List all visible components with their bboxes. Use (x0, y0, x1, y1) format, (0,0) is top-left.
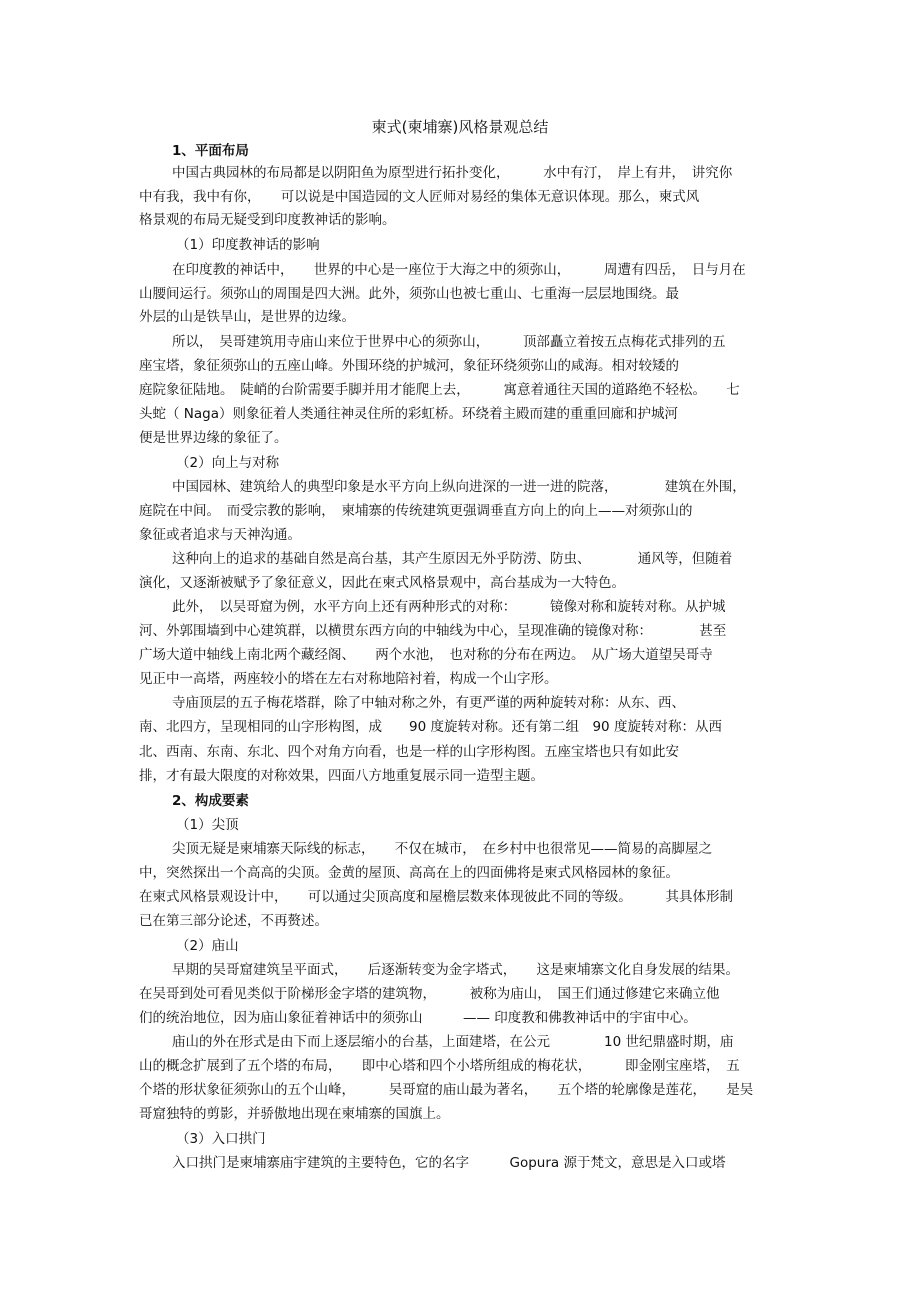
paragraph-line: 南、北四方，呈现相同的山字形构图，成 90 度旋转对称。还有第二组 90 度旋转对称：从西 (139, 719, 722, 735)
paragraph-line: 中有我，我中有你， 可以说是中国造园的文人匠师对易经的集体无意识体现。那么，柬式风 (139, 189, 700, 205)
paragraph-line: 哥窟独特的剪影，并骄傲地出现在柬埔寨的国旗上。 (139, 1106, 450, 1122)
paragraph-line: 已在第三部分论述，不再赘述。 (139, 913, 328, 929)
paragraph-line: 庭院在中间。 而受宗教的影响， 柬埔寨的传统建筑更强调垂直方向上的向上——对须弥山的 (139, 503, 693, 519)
paragraph-line: 山的概念扩展到了五个塔的布局， 即中心塔和四个小塔所组成的梅花状， 即金刚宝座塔， 五 (139, 1058, 740, 1074)
paragraph-line: 中，突然探出一个高高的尖顶。金黄的屋顶、高高在上的四面佛将是柬式风格园林的象征。 (139, 865, 679, 881)
paragraph-line: 庙山的外在形式是由下而上逐层缩小的台基，上面建塔，在公元 10 世纪鼎盛时期，庙 (172, 1034, 734, 1050)
subsection-heading: （2）向上与对称 (176, 455, 280, 471)
paragraph-line: 这种向上的追求的基础自然是高台基，其产生原因无外乎防涝、防虫、 通风等，但随着 (172, 551, 733, 567)
document-title: 柬式(柬埔寨)风格景观总结 (371, 118, 549, 136)
section-heading: 2、构成要素 (172, 793, 249, 809)
paragraph-line: 山腰间运行。须弥山的周围是四大洲。此外，须弥山也被七重山、七重海一层层地围绕。最 (139, 286, 679, 302)
section-heading: 1、平面布局 (172, 143, 249, 159)
paragraph-line: 尖顶无疑是柬埔寨天际线的标志， 不仅在城市， 在乡村中也很常见——简易的高脚屋之 (172, 841, 712, 857)
paragraph-line: 见正中一高塔，两座较小的塔在左右对称地陪衬着，构成一个山字形。 (139, 671, 558, 687)
paragraph-line: 广场大道中轴线上南北两个藏经阁、 两个水池， 也对称的分布在两边。 从广场大道望吴哥寺 (139, 647, 713, 663)
paragraph-line: 们的统治地位，因为庙山象征着神话中的须弥山 —— 印度教和佛教神话中的宇宙中心。 (139, 1010, 697, 1026)
paragraph-line: 北、西南、东南、东北、四个对角方向看，也是一样的山字形构图。五座宝塔也只有如此安 (139, 744, 679, 760)
paragraph-line: 早期的吴哥窟建筑呈平面式， 后逐渐转变为金字塔式， 这是柬埔寨文化自身发展的结果。 (172, 962, 739, 978)
paragraph-line: 中国古典园林的布局都是以阴阳鱼为原型进行拓扑变化， 水中有汀， 岸上有井， 讲究你 (172, 165, 733, 181)
paragraph-line: 河、外郭围墙到中心建筑群，以横贯东西方向的中轴线为中心，呈现准确的镜像对称： 甚至 (139, 623, 727, 639)
paragraph-line: 外层的山是铁旱山，是世界的边缘。 (139, 309, 355, 325)
paragraph-line: 在印度教的神话中， 世界的中心是一座位于大海之中的须弥山， 周遭有四岳， 日与月在 (172, 262, 746, 278)
paragraph-line: 在吴哥到处可看见类似于阶梯形金字塔的建筑物， 被称为庙山， 国王们通过修建它来确立他 (139, 986, 720, 1002)
subsection-heading: （1）印度教神话的影响 (176, 237, 320, 253)
paragraph-line: 头蛇（ Naga）则象征着人类通往神灵住所的彩虹桥。环绕着主殿而建的重重回廊和护城河 (139, 406, 679, 422)
paragraph-line: 中国园林、建筑给人的典型印象是水平方向上纵向进深的一进一进的院落， 建筑在外围， (172, 479, 746, 495)
subsection-heading: （2）庙山 (176, 938, 239, 954)
subsection-heading: （3）入口拱门 (176, 1131, 266, 1147)
paragraph-line: 座宝塔，象征须弥山的五座山峰。外围环绕的护城河，象征环绕须弥山的咸海。相对较矮的 (139, 358, 679, 374)
paragraph-line: 个塔的形状象征须弥山的五个山峰， 吴哥窟的庙山最为著名， 五个塔的轮廓像是莲花， 是吴 (139, 1082, 754, 1098)
paragraph-line: 所以， 吴哥建筑用寺庙山来位于世界中心的须弥山， 顶部矗立着按五点梅花式排列的五 (172, 334, 726, 350)
paragraph-line: 在柬式风格景观设计中， 可以通过尖顶高度和屋檐层数来体现彼此不同的等级。 其具体形制 (139, 889, 733, 905)
paragraph-line: 寺庙顶层的五子梅花塔群，除了中轴对称之外，有更严谨的两种旋转对称：从东、西、 (172, 695, 685, 711)
paragraph-line: 此外， 以吴哥窟为例，水平方向上还有两种形式的对称： 镜像对称和旋转对称。从护城 (172, 599, 726, 615)
paragraph-line: 象征或者追求与天神沟通。 (139, 527, 301, 543)
paragraph-line: 演化，又逐渐被赋予了象征意义，因此在柬式风格景观中，高台基成为一大特色。 (139, 575, 625, 591)
paragraph-line: 入口拱门是柬埔寨庙宇建筑的主要特色，它的名字 Gopura 源于梵文，意思是入口或塔 (172, 1155, 726, 1171)
subsection-heading: （1）尖顶 (176, 817, 239, 833)
paragraph-line: 庭院象征陆地。 陡峭的台阶需要手脚并用才能爬上去， 寓意着通往天国的道路绝不轻松。 七 (139, 382, 740, 398)
paragraph-line: 便是世界边缘的象征了。 (139, 430, 288, 446)
paragraph-line: 排，才有最大限度的对称效果，四面八方地重复展示同一造型主题。 (139, 768, 544, 784)
paragraph-line: 格景观的布局无疑受到印度教神话的影响。 (139, 212, 396, 228)
